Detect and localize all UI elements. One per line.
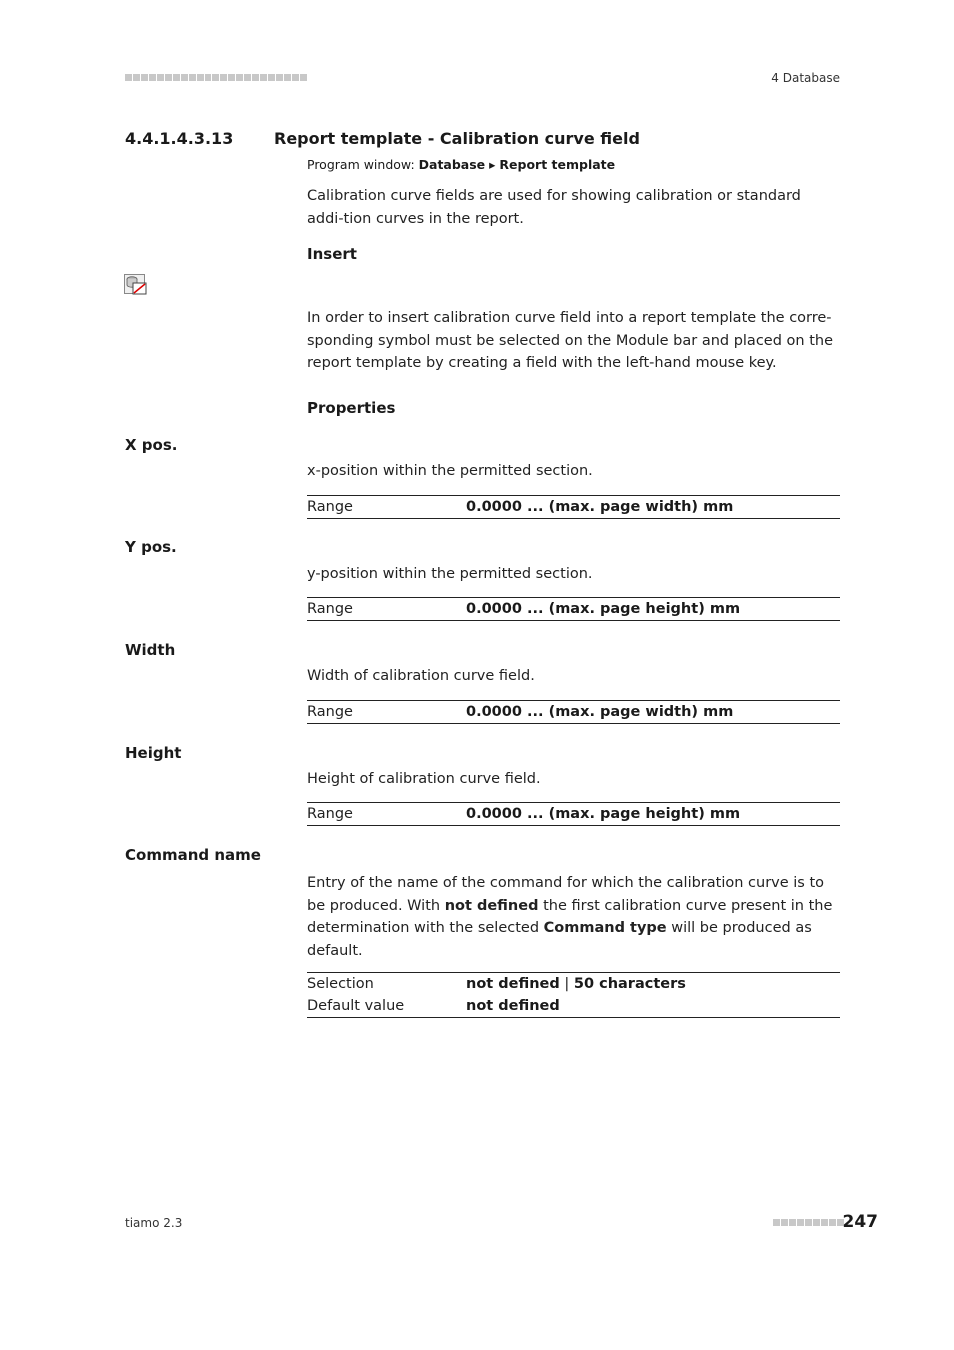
calibration-curve-field-icon (124, 274, 148, 296)
properties-heading: Properties (307, 399, 396, 417)
range-key: Range (307, 499, 353, 515)
prop-label-command-name: Command name (125, 846, 261, 864)
command-name-description (307, 872, 841, 962)
section-title: Report template - Calibration curve field (274, 129, 640, 148)
range-value: 0.0000 ... (max. page height) mm (466, 806, 741, 822)
path-separator: ▸ (485, 157, 500, 172)
footer-product: tiamo 2.3 (125, 1216, 183, 1230)
prop-desc-width: Width of calibration curve field. (307, 668, 535, 684)
intro-text: Calibration curve fields are used for showing calibration or standard addi-tion curves in the report. (307, 188, 801, 227)
prop-label-height: Height (125, 744, 182, 762)
selection-value (466, 973, 686, 995)
prop-desc-x-pos: x-position within the permitted section. (307, 463, 593, 479)
insert-heading: Insert (307, 245, 357, 263)
prop-table-x-pos (307, 495, 840, 519)
section-number: 4.4.1.4.3.13 (125, 129, 234, 148)
header-decoration (125, 74, 307, 82)
footer-decoration (773, 1219, 844, 1226)
range-key: Range (307, 806, 353, 822)
prop-desc-y-pos: y-position within the permitted section. (307, 566, 593, 582)
command-text-b: the first calibration curve present in the determination with the selected (307, 897, 833, 936)
selection-value-1: not defined (466, 976, 560, 992)
command-text-a: Entry of the name of the command for which the calibration curve is to be produced. With (307, 875, 825, 914)
insert-text: In order to insert calibration curve field into a report template the corre-sponding symbol must be selected on the Module bar and placed on the report template by creating a field with the left-hand mouse key. (307, 310, 833, 371)
program-window-path (307, 157, 615, 172)
prop-table-width (307, 700, 840, 724)
prop-label-y-pos: Y pos. (125, 538, 177, 556)
selection-value-2: 50 characters (573, 976, 686, 992)
chapter-header: 4 Database (771, 71, 840, 85)
path-database: Database (418, 157, 486, 172)
prop-table-height (307, 802, 840, 826)
range-value: 0.0000 ... (max. page width) mm (466, 704, 734, 720)
command-bold-not-defined: not defined (444, 897, 539, 914)
range-key: Range (307, 601, 353, 617)
command-text-c: will be produced as default. (307, 920, 812, 959)
selection-separator: | (559, 976, 574, 992)
prop-table-command-name (307, 972, 840, 1018)
range-value: 0.0000 ... (max. page height) mm (466, 601, 741, 617)
command-bold-command-type: Command type (543, 920, 667, 936)
prop-label-x-pos: X pos. (125, 436, 178, 454)
prop-table-y-pos (307, 597, 840, 621)
path-report-template: Report template (499, 157, 616, 172)
selection-key: Selection (307, 976, 374, 992)
range-key: Range (307, 704, 353, 720)
program-window-prefix: Program window: (307, 157, 419, 172)
prop-desc-height: Height of calibration curve field. (307, 771, 541, 787)
range-value: 0.0000 ... (max. page width) mm (466, 499, 734, 515)
default-key: Default value (307, 998, 405, 1014)
page-number: 247 (842, 1212, 878, 1232)
default-value: not defined (466, 998, 560, 1014)
prop-label-width: Width (125, 641, 176, 659)
